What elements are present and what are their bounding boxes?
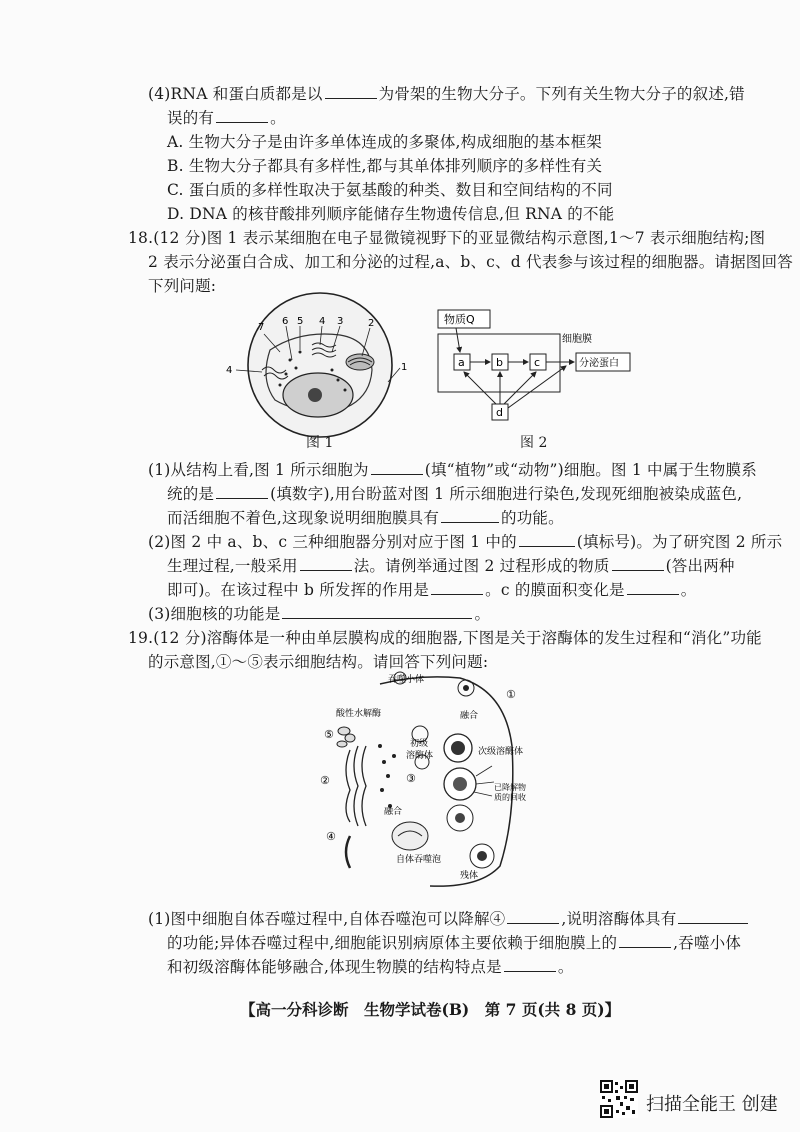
lyso-num-4: ④ (326, 830, 336, 843)
lyso-label-secondary: 次级溶酶体 (478, 747, 524, 757)
q18-stem-line2: 2 表示分泌蛋白合成、加工和分泌的过程,a、b、c、d 代表参与该过程的细胞器。请据图回答 (148, 253, 793, 271)
fig2-node-c: c (534, 356, 541, 369)
q18-sub1-line3 (167, 507, 564, 529)
answer-blank[interactable] (431, 580, 483, 595)
answer-blank[interactable] (325, 84, 377, 99)
q19-sub1-line1 (148, 908, 750, 930)
q18-s2-text-f: 即可)。在该过程中 b 所发挥的作用是 (167, 581, 430, 599)
answer-blank[interactable] (282, 604, 472, 619)
q18-s1-text-b: (填“植物”或“动物”)细胞。图 1 中属于生物膜系 (424, 461, 757, 479)
q18-stem-line3: 下列问题: (148, 277, 217, 295)
q18-sub2-line3 (167, 579, 696, 601)
q18-fig2-caption: 图 2 (520, 435, 548, 451)
q17-part4-line1 (148, 83, 745, 105)
q17-option-b: B. 生物大分子都具有多样性,都与其单体排列顺序的多样性有关 (167, 157, 603, 175)
fig1-label-1: 1 (401, 362, 408, 373)
q18-s1-text-e: 而活细胞不着色,这现象说明细胞膜具有 (167, 509, 440, 527)
q19-lysosome-diagram (310, 666, 535, 896)
q18-s1-text-f: 的功能。 (501, 509, 564, 527)
answer-blank[interactable] (216, 108, 268, 123)
answer-blank[interactable] (507, 909, 559, 924)
page-footer: 【高一分科诊断 生物学试卷(B) 第 7 页(共 8 页)】 (240, 1000, 621, 1019)
lyso-label-fuse2: 融合 (384, 807, 403, 817)
lyso-label-fuse1: 融合 (460, 711, 479, 721)
answer-blank[interactable] (619, 933, 671, 948)
q18-sub1-line2 (167, 483, 742, 505)
q17-p4-text-a: (4)RNA 和蛋白质都是以 (148, 85, 323, 103)
q17-p4-text-c: 误的有 (167, 109, 215, 127)
lyso-label-primary2: 溶酶体 (406, 751, 434, 761)
q18-s2-text-h: 。 (680, 581, 697, 599)
lyso-num-1: ① (506, 688, 516, 701)
fig2-membrane-label: 细胞膜 (562, 334, 592, 345)
q17-part4-line2 (167, 107, 286, 129)
lyso-label-degraded2: 质的回收 (494, 793, 526, 802)
fig1-label-2: 2 (368, 318, 375, 329)
lyso-label-phago: 吞噬小体 (388, 675, 425, 685)
q18-s1-text-a: (1)从结构上看,图 1 所示细胞为 (148, 461, 369, 479)
q19-s1-text-c: 的功能;异体吞噬过程中,细胞能识别病原体主要依赖于细胞膜上的 (167, 934, 618, 952)
q18-fig1-caption: 图 1 (306, 435, 334, 451)
q18-figure2-flow-diagram (436, 306, 636, 436)
q19-s1-text-e: 和初级溶酶体能够融合,体现生物膜的结构特点是 (167, 958, 502, 976)
q18-s1-text-c: 统的是 (167, 485, 215, 503)
q19-s1-text-f: 。 (557, 958, 574, 976)
fig1-label-5: 5 (297, 316, 304, 327)
lyso-num-2: ② (320, 774, 330, 787)
lyso-label-autophago: 自体吞噬泡 (396, 855, 442, 865)
answer-blank[interactable] (371, 460, 423, 475)
lyso-label-primary1: 初级 (410, 739, 429, 749)
lyso-num-3: ③ (406, 772, 416, 785)
fig1-label-7: 7 (258, 322, 265, 333)
q18-s2-text-c: 生理过程,一般采用 (167, 557, 298, 575)
q18-s3-text-b: 。 (474, 605, 491, 623)
q18-sub1-line1 (148, 459, 757, 481)
lyso-label-residual: 残体 (460, 871, 479, 881)
answer-blank[interactable] (300, 556, 352, 571)
q18-s2-text-a: (2)图 2 中 a、b、c 三种细胞器分别对应于图 1 中的 (148, 533, 517, 551)
fig1-label-4b: 4 (226, 365, 233, 376)
answer-blank[interactable] (678, 909, 748, 924)
answer-blank[interactable] (627, 580, 679, 595)
answer-blank[interactable] (612, 556, 664, 571)
q18-stem-line1: 18.(12 分)图 1 表示某细胞在电子显微镜视野下的亚显微结构示意图,1～7 表示细胞结构;图 (128, 229, 766, 247)
fig2-output: 分泌蛋白 (579, 358, 619, 369)
answer-blank[interactable] (441, 508, 499, 523)
fig2-substance-q: 物质Q (444, 313, 475, 326)
q17-option-d: D. DNA 的核苷酸排列顺序能储存生物遗传信息,但 RNA 的不能 (167, 205, 615, 223)
q19-s1-text-d: ,吞噬小体 (673, 934, 742, 952)
q19-stem-line2: 的示意图,①～⑤表示细胞结构。请回答下列问题: (148, 653, 489, 671)
q19-s1-text-a: (1)图中细胞自体吞噬过程中,自体吞噬泡可以降解④ (148, 910, 506, 928)
fig2-node-b: b (496, 356, 503, 369)
q18-sub3 (148, 603, 490, 625)
fig1-label-6: 6 (282, 316, 289, 327)
fig1-label-3: 3 (337, 316, 344, 327)
answer-blank[interactable] (519, 532, 575, 547)
q18-sub2-line1 (148, 531, 782, 553)
fig1-label-4a: 4 (319, 316, 326, 327)
q19-s1-text-b: ,说明溶酶体具有 (561, 910, 677, 928)
q17-p4-text-b: 为骨架的生物大分子。下列有关生物大分子的叙述,错 (378, 85, 745, 103)
lyso-num-5: ⑤ (324, 728, 334, 741)
answer-blank[interactable] (504, 957, 556, 972)
fig2-node-a: a (458, 356, 465, 369)
q17-p4-text-d: 。 (270, 109, 286, 127)
lyso-label-degraded1: 已降解物 (494, 783, 526, 792)
q18-s2-text-g: 。c 的膜面积变化是 (485, 581, 625, 599)
fig2-node-d: d (496, 406, 503, 419)
scanner-watermark: 扫描全能王 创建 (646, 1094, 778, 1115)
answer-blank[interactable] (216, 484, 268, 499)
q19-sub1-line2 (167, 932, 741, 954)
lyso-label-acid: 酸性水解酶 (336, 709, 382, 719)
q18-s2-text-e: (答出两种 (665, 557, 735, 575)
q17-option-a: A. 生物大分子是由许多单体连成的多聚体,构成细胞的基本框架 (167, 133, 602, 151)
q18-figure1-cell-diagram (220, 290, 420, 440)
q18-sub2-line2 (167, 555, 735, 577)
q18-s2-text-d: 法。请例举通过图 2 过程形成的物质 (353, 557, 610, 575)
q18-s1-text-d: (填数字),用台盼蓝对图 1 所示细胞进行染色,发现死细胞被染成蓝色, (270, 485, 743, 503)
q18-s2-text-b: (填标号)。为了研究图 2 所示 (576, 533, 783, 551)
q18-s3-text-a: (3)细胞核的功能是 (148, 605, 281, 623)
q19-stem-line1: 19.(12 分)溶酶体是一种由单层膜构成的细胞器,下图是关于溶酶体的发生过程和“消化”功能 (128, 629, 762, 647)
q17-option-c: C. 蛋白质的多样性取决于氨基酸的种类、数目和空间结构的不同 (167, 181, 613, 199)
qr-code-icon (600, 1080, 638, 1118)
q19-sub1-line3 (167, 956, 574, 978)
